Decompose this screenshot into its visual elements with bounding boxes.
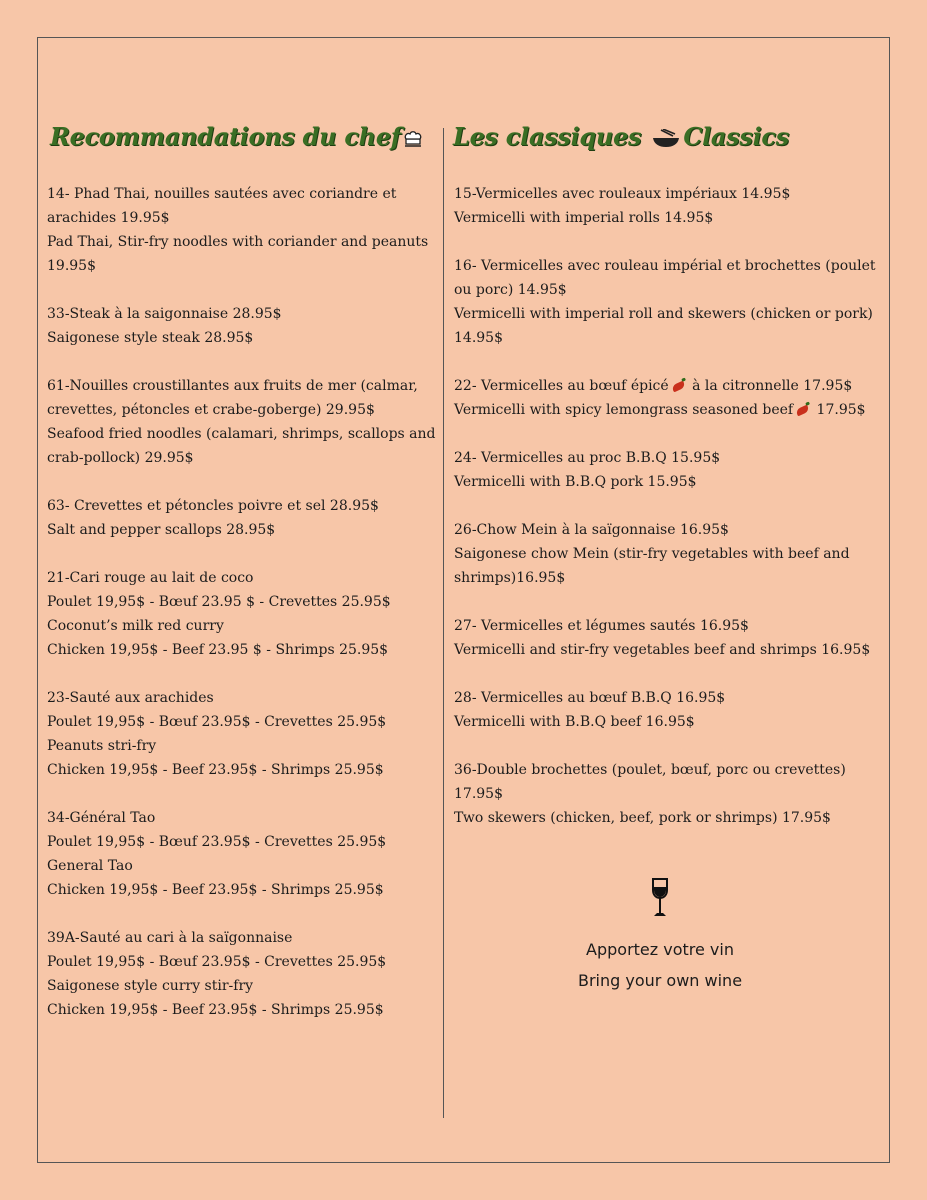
menu-item-line: Coconut’s milk red curry [47,618,224,634]
menu-item-line: 63- Crevettes et pétoncles poivre et sel 28.95$ [47,498,379,514]
chili-pepper-icon [795,404,810,416]
wine-glass-icon [651,878,669,918]
menu-item-line: Peanuts stri-fry [47,738,157,754]
menu-item-text: 17.95$ [812,402,866,418]
menu-item-line: 61-Nouilles croustillantes aux fruits de mer (calmar, crevettes, pétoncles et crabe-goberge) 29.95$ [47,378,418,418]
menu-item-line [454,374,894,398]
menu-item-line: Two skewers (chicken, beef, pork or shrimps) 17.95$ [454,810,831,826]
menu-item-line: 34-Général Tao [47,810,156,826]
menu-item [47,806,439,902]
classics-title-en: Classics [683,122,789,151]
menu-item-line: 26-Chow Mein à la saïgonnaise 16.95$ [454,522,729,538]
menu-item-line: Vermicelli with B.B.Q pork 15.95$ [454,474,697,490]
menu-item-line: Pad Thai, Stir-fry noodles with coriander and peanuts 19.95$ [47,234,429,274]
menu-item [454,518,894,590]
menu-item-line: 21-Cari rouge au lait de coco [47,570,254,586]
menu-item-line: 36-Double brochettes (poulet, bœuf, porc ou crevettes) 17.95$ [454,762,846,802]
menu-item [47,566,439,662]
menu-item-line: 27- Vermicelles et légumes sautés 16.95$ [454,618,749,634]
chef-recommendations-heading [50,122,425,151]
menu-item-line: Poulet 19,95$ - Bœuf 23.95$ - Crevettes 25.95$ [47,714,387,730]
chef-recommendations-list [47,182,439,1046]
chef-recommendations-title: Recommandations du chef [50,122,401,151]
menu-item-text: à la citronnelle 17.95$ [687,378,853,394]
menu-item-line: Salt and pepper scallops 28.95$ [47,522,276,538]
menu-item-line: 39A-Sauté au cari à la saïgonnaise [47,930,293,946]
menu-item-line: Chicken 19,95$ - Beef 23.95$ - Shrimps 25.95$ [47,882,384,898]
menu-item [454,446,894,494]
menu-item-line: 33-Steak à la saigonnaise 28.95$ [47,306,282,322]
menu-item-line: Poulet 19,95$ - Bœuf 23.95$ - Crevettes 25.95$ [47,954,387,970]
chef-hat-icon [403,130,423,148]
classics-heading [453,122,789,151]
menu-item-line: Saigonese style steak 28.95$ [47,330,254,346]
menu-item-line: Chicken 19,95$ - Beef 23.95 $ - Shrimps 25.95$ [47,642,389,658]
menu-item-line: Poulet 19,95$ - Bœuf 23.95 $ - Crevettes 25.95$ [47,594,391,610]
noodle-bowl-icon [651,129,681,149]
menu-item-line [454,398,894,422]
menu-item [47,374,439,470]
menu-item [47,686,439,782]
classics-list [454,182,894,854]
menu-item-line: 24- Vermicelles au proc B.B.Q 15.95$ [454,450,721,466]
menu-item-line: Vermicelli with imperial rolls 14.95$ [454,210,714,226]
menu-item-text: 22- Vermicelles au bœuf épicé [454,378,669,394]
menu-item-line: Poulet 19,95$ - Bœuf 23.95$ - Crevettes 25.95$ [47,834,387,850]
byob-text-fr: Apportez votre vin [586,940,734,959]
menu-item [47,302,439,350]
menu-item-text: Vermicelli with spicy lemongrass seasoned beef [454,402,794,418]
menu-item-line: General Tao [47,858,133,874]
classics-title-fr: Les classiques [453,122,642,151]
menu-item-line: Vermicelli with B.B.Q beef 16.95$ [454,714,695,730]
menu-item-line: Seafood fried noodles (calamari, shrimps, scallops and crab-pollock) 29.95$ [47,426,436,466]
menu-item-line: Saigonese chow Mein (stir-fry vegetables with beef and shrimps)16.95$ [454,546,850,586]
menu-item [454,686,894,734]
menu-item-line: Saigonese style curry stir-fry [47,978,254,994]
menu-item [454,374,894,422]
menu-item-line: Chicken 19,95$ - Beef 23.95$ - Shrimps 25.95$ [47,762,384,778]
menu-item [454,758,894,830]
menu-item [454,182,894,230]
menu-item [454,614,894,662]
column-divider [443,128,444,1118]
menu-item [47,494,439,542]
menu-item-line: 28- Vermicelles au bœuf B.B.Q 16.95$ [454,690,726,706]
byob-text-en: Bring your own wine [577,971,743,990]
menu-item-line: 23-Sauté aux arachides [47,690,214,706]
menu-item [47,926,439,1022]
chili-pepper-icon [671,380,686,392]
menu-item [47,182,439,278]
menu-item-line: Vermicelli and stir-fry vegetables beef and shrimps 16.95$ [454,642,871,658]
byob-notice [540,878,780,996]
menu-item-line: 15-Vermicelles avec rouleaux impériaux 14.95$ [454,186,791,202]
menu-item-line: 14- Phad Thai, nouilles sautées avec coriandre et arachides 19.95$ [47,186,397,226]
menu-item-line: Vermicelli with imperial roll and skewers (chicken or pork) 14.95$ [454,306,873,346]
menu-item-line: Chicken 19,95$ - Beef 23.95$ - Shrimps 25.95$ [47,1002,384,1018]
menu-item-line: 16- Vermicelles avec rouleau impérial et brochettes (poulet ou porc) 14.95$ [454,258,876,298]
menu-item [454,254,894,350]
